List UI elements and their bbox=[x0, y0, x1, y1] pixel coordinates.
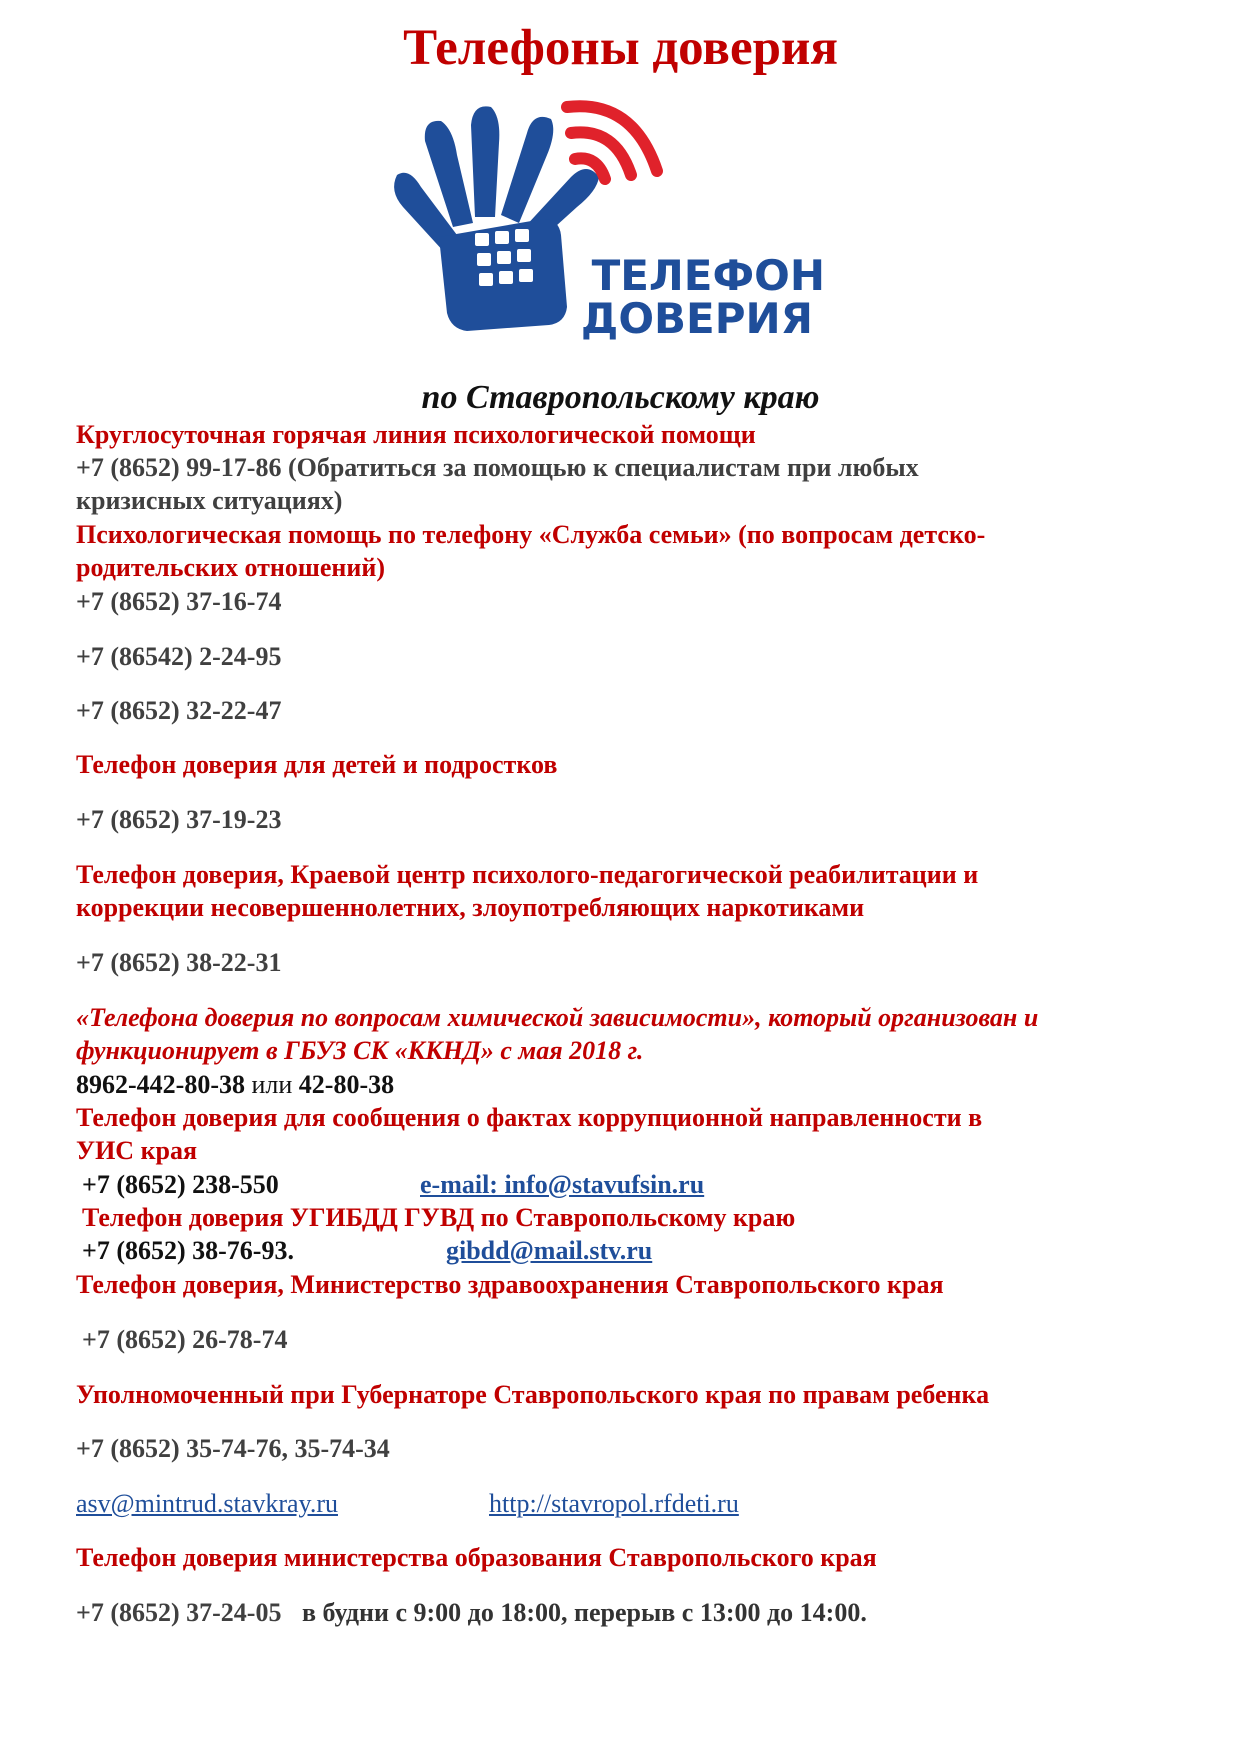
phone-number: +7 (8652) 38-76-93. bbox=[82, 1236, 294, 1265]
email-link[interactable]: asv@mintrud.stavkray.ru bbox=[76, 1489, 338, 1518]
phone-number: +7 (8652) 37-24-05 bbox=[76, 1598, 282, 1627]
email-link[interactable]: e-mail: info@stavufsin.ru bbox=[420, 1170, 705, 1199]
section-heading: УИС края bbox=[76, 1136, 198, 1165]
website-link[interactable]: http://stavropol.rfdeti.ru bbox=[489, 1489, 739, 1518]
section-heading: Телефон доверия, Краевой центр психолого-педагогической реабилитации и bbox=[76, 860, 979, 889]
logo-text-line1: ТЕЛЕФОН bbox=[591, 251, 825, 300]
section-heading: «Телефона доверия по вопросам химической зависимости», который организован и bbox=[76, 1003, 1039, 1032]
phone-number: +7 (8652) 35-74-76, 35-74-34 bbox=[76, 1434, 390, 1463]
phone-number: +7 (8652) 26-78-74 bbox=[82, 1325, 288, 1354]
phone-number: +7 (8652) 37-16-74 bbox=[76, 587, 282, 616]
phone-number: 42-80-38 bbox=[298, 1070, 395, 1099]
section-heading: коррекции несовершеннолетних, злоупотребляющих наркотиками bbox=[76, 893, 865, 922]
section-heading: Психологическая помощь по телефону «Служба семьи» (по вопросам детско- bbox=[76, 520, 986, 549]
region-subtitle: по Ставропольскому краю bbox=[421, 379, 820, 416]
section-heading: родительских отношений) bbox=[76, 553, 385, 582]
section-heading: функционирует в ГБУЗ СК «ККНД» с мая 2018 г. bbox=[76, 1036, 644, 1065]
section-heading: Телефон доверия для сообщения о фактах коррупционной направленности в bbox=[76, 1103, 983, 1132]
or-text: или bbox=[251, 1070, 293, 1099]
phone-note: кризисных ситуациях) bbox=[76, 486, 343, 515]
phone-number: +7 (8652) 238-550 bbox=[82, 1170, 279, 1199]
section-heading: Телефон доверия для детей и подростков bbox=[76, 750, 558, 779]
phone-number: +7 (86542) 2-24-95 bbox=[76, 642, 282, 671]
section-heading: Телефон доверия, Министерство здравоохранения Ставропольского края bbox=[76, 1270, 944, 1299]
phone-line bbox=[76, 1068, 394, 1101]
email-link[interactable]: gibdd@mail.stv.ru bbox=[446, 1236, 653, 1265]
phone-number: 8962-442-80-38 bbox=[76, 1070, 245, 1099]
page-title: Телефоны доверия bbox=[403, 20, 838, 76]
section-heading: Круглосуточная горячая линия психологической помощи bbox=[76, 420, 756, 449]
logo-text-line2: ДОВЕРИЯ bbox=[580, 294, 813, 343]
phone-line bbox=[76, 1596, 867, 1629]
working-hours: в будни с 9:00 до 18:00, перерыв с 13:00 до 14:00. bbox=[301, 1598, 867, 1627]
phone-number: +7 (8652) 38-22-31 bbox=[76, 948, 282, 977]
phone-number: +7 (8652) 32-22-47 bbox=[76, 696, 282, 725]
helpline-logo bbox=[375, 95, 875, 370]
hand-phone-icon bbox=[375, 95, 875, 370]
section-heading: Телефон доверия УГИБДД ГУВД по Ставропольскому краю bbox=[82, 1203, 796, 1232]
section-heading: Уполномоченный при Губернаторе Ставропольского края по правам ребенка bbox=[76, 1380, 990, 1409]
phone-number: +7 (8652) 37-19-23 bbox=[76, 805, 282, 834]
section-heading: Телефон доверия министерства образования Ставропольского края bbox=[76, 1543, 877, 1572]
phone-line: +7 (8652) 99-17-86 (Обратиться за помощью к специалистам при любых bbox=[76, 453, 919, 482]
